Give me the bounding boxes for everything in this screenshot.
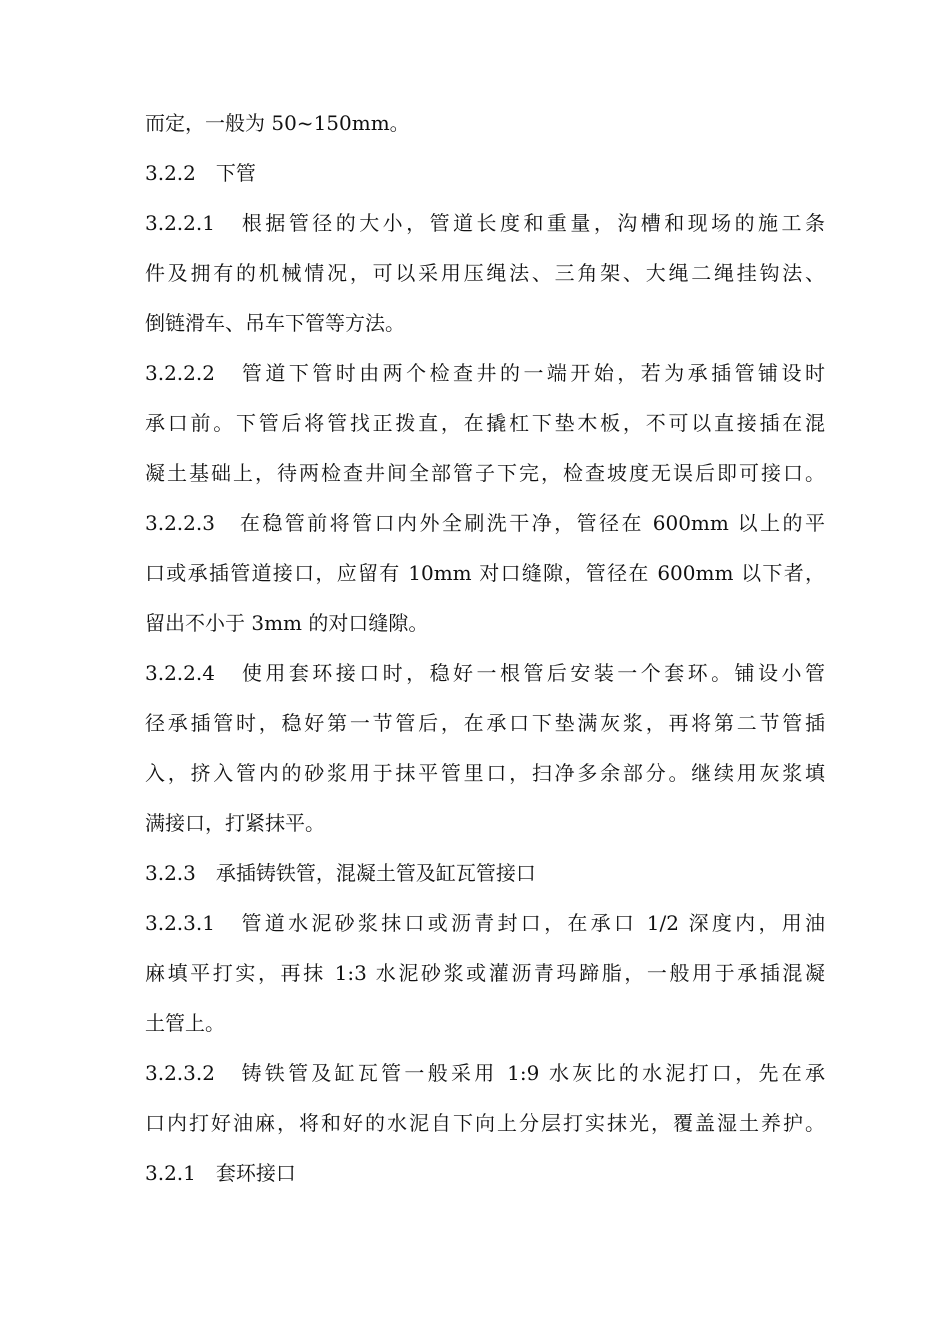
text-line: 口或承插管道接口，应留有 10mm 对口缝隙，管径在 600mm 以下者，	[145, 561, 825, 585]
text-line: 3.2.2.4 使用套环接口时，稳好一根管后安装一个套环。铺设小管	[145, 661, 825, 685]
text-line: 3.2.2.1 根据管径的大小，管道长度和重量，沟槽和现场的施工条	[145, 211, 825, 235]
text-line: 入，挤入管内的砂浆用于抹平管里口，扫净多余部分。继续用灰浆填	[145, 761, 825, 785]
text-line: 倒链滑车、吊车下管等方法。	[145, 311, 405, 335]
text-line: 满接口，打紧抹平。	[145, 811, 325, 835]
text-line: 凝土基础上，待两检查井间全部管子下完，检查坡度无误后即可接口。	[145, 461, 825, 485]
section-heading: 3.2.2 下管	[145, 161, 256, 185]
text-line: 土管上。	[145, 1011, 225, 1035]
text-line: 口内打好油麻，将和好的水泥自下向上分层打实抹光，覆盖湿土养护。	[145, 1111, 825, 1135]
text-line: 径承插管时，稳好第一节管后，在承口下垫满灰浆，再将第二节管插	[145, 711, 825, 735]
section-heading: 3.2.3 承插铸铁管，混凝土管及缸瓦管接口	[145, 861, 536, 885]
text-line: 麻填平打实，再抹 1:3 水泥砂浆或灌沥青玛蹄脂，一般用于承插混凝	[145, 961, 825, 985]
text-line: 3.2.3.1 管道水泥砂浆抹口或沥青封口，在承口 1/2 深度内，用油	[145, 911, 825, 935]
text-line: 3.2.3.2 铸铁管及缸瓦管一般采用 1:9 水灰比的水泥打口，先在承	[145, 1061, 825, 1085]
document-body	[145, 98, 825, 1198]
text-line: 而定，一般为 50~150mm。	[145, 111, 410, 135]
text-line: 承口前。下管后将管找正拨直，在撬杠下垫木板，不可以直接插在混	[145, 411, 825, 435]
text-line: 件及拥有的机械情况，可以采用压绳法、三角架、大绳二绳挂钩法、	[145, 261, 825, 285]
text-line: 3.2.2.2 管道下管时由两个检查井的一端开始，若为承插管铺设时	[145, 361, 825, 385]
section-heading: 3.2.1 套环接口	[145, 1161, 296, 1185]
text-line: 3.2.2.3 在稳管前将管口内外全刷洗干净，管径在 600mm 以上的平	[145, 511, 825, 535]
text-line: 留出不小于 3mm 的对口缝隙。	[145, 611, 429, 635]
